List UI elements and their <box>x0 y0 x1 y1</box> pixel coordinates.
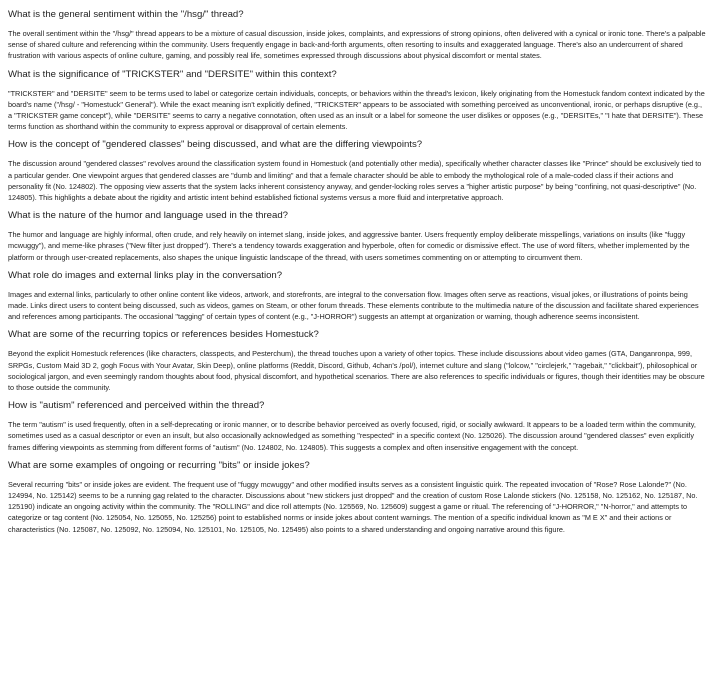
faq-section-humor-language <box>8 209 706 263</box>
question-heading: What role do images and external links play in the conversation? <box>8 269 283 281</box>
faq-section-autism-references <box>8 399 706 453</box>
question-heading: How is "autism" referenced and perceived within the thread? <box>8 400 265 412</box>
answer-paragraph: "TRICKSTER" and "DERSITE" seem to be terms used to label or categorize certain individuals, concepts, or behaviors within the thread's lexicon, likely originating from the Homestuck fandom context indicated by the board's name ("/hsg/ - "Homestuck" General"). While the exact meaning isn't explicitly defined, "TRICKSTER" appears to be associated with something perceived as unconventional, ironic, or perhaps disruptive (e.g., a "TRICKSTER game concept"), while "DERSITE" seems to carry a negative connotation, often used as an insult or a label for someone the user dislikes or opposes (e.g., "DERSITEs," "I hate that DERSITE"). These terms function as shorthand within the community to express approval or disapproval of certain elements. <box>8 88 705 132</box>
question-heading: What is the significance of "TRICKSTER" and "DERSITE" within this context? <box>8 68 337 80</box>
question-heading: What are some of the recurring topics or references besides Homestuck? <box>8 329 319 341</box>
faq-section-images-links <box>8 269 706 323</box>
question-heading: How is the concept of "gendered classes" being discussed, and what are the differing viewpoints? <box>8 139 423 151</box>
answer-paragraph: The term "autism" is used frequently, often in a self-deprecating or ironic manner, or to describe behavior perceived as overly focused, rigid, or socially awkward. It appears to be a loaded term within the community, sometimes used as a casual descriptor or even an insult, but also occasionally acknowledged as something "respected" in a specific context (No. 125026). The discussion around "gendered classes" even explicitly frames differing viewpoints as stemming from different forms of "autism" (No. 124802, No. 124805). This suggests a complex and often insensitive engagement with the concept. <box>8 420 696 452</box>
question-heading: What are some examples of ongoing or recurring "bits" or inside jokes? <box>8 459 310 471</box>
answer-paragraph: Several recurring "bits" or inside jokes are evident. The frequent use of "fuggy mcwuggy" and other modified insults serves as a consistent linguistic quirk. The repeated invocation of "Rose? Rose Lalonde?" (No. 124994, No. 125142) seems to be a running gag related to the character. Discussions about "new stickers just dropped" and the creation of custom Rose Lalonde stickers (No. 125158, No. 125162, No. 125187, No. 125190) indicate an ongoing activity within the community. The "ROLLING" and dice roll attempts (No. 125569, No. 125609) suggest a game or ritual. The referencing of "J-HORROR," "N-horror," and attempts to categorize or tag content (No. 125054, No. 125055, No. 125256) point to established norms or inside jokes about content warnings. The mention of a specific individual known as "M E X" and their actions or characteristics (No. 125087, No. 125092, No. 125094, No. 125101, No. 125105, No. 125495) also points to a shared understanding and ongoing narrative around this figure. <box>8 479 698 534</box>
answer-paragraph: The overall sentiment within the "/hsg/" thread appears to be a mixture of casual discussion, inside jokes, complaints, and expressions of strong opinions, often delivered with a cynical or ironic tone. There's a palpable sense of shared culture and referencing within the community. Users frequently engage in back-and-forth arguments, often resorting to insults and exaggerated language. There's also an undercurrent of shared frustration with various aspects of online culture, gaming, and possibly real life, sometimes expressed through discussions about physical discomfort or mental states. <box>8 29 706 61</box>
question-heading: What is the general sentiment within the "/hsg/" thread? <box>8 9 244 20</box>
faq-section-recurring-topics <box>8 328 706 393</box>
answer-paragraph: Beyond the explicit Homestuck references (like characters, classpects, and Pesterchum), the thread touches upon a variety of other topics. These include discussions about video games (GTA, Danganronpa, 999, SRPGs, Custom Maid 3D 2, gogh Focus with Your Avatar, Skin Deep), online platforms (Reddit, Discord, Github, 4chan's /pol/), internet culture and slang ("lolcow," "circlejerk," "ragebait," "clickbait"), philosophical or sociological jargon, and even seemingly random thoughts about food, physical discomfort, and hypothetical scenarios. There are also references to specific individuals or figures, though their identities may be obscure to those outside the community. <box>8 349 705 393</box>
faq-section-general-sentiment <box>8 8 706 62</box>
faq-section-gendered-classes <box>8 138 706 203</box>
question-heading: What is the nature of the humor and language used in the thread? <box>8 210 289 222</box>
answer-paragraph: Images and external links, particularly to other online content like videos, artwork, and storefronts, are integral to the conversation flow. Images often serve as reactions, visual jokes, or illustrations of points being made. Links direct users to content being discussed, such as videos, games on Steam, or other forum threads. These elements contribute to the multimedia nature of the discussion and facilitate shared experiences and references among participants. The occasional "tagging" of certain types of content (e.g., "J-HORROR") suggests an attempt at organization or warning, though adherence seems inconsistent. <box>8 289 699 322</box>
answer-paragraph: The discussion around "gendered classes" revolves around the classification system found in Homestuck (and potentially other media), specifically whether character classes like "Prince" should be exclusively tied to a particular gender. One viewpoint argues that gendered classes are "dumb and limiting" and that a female character should be able to embody the mythological role of a male-coded class if their actions and personality fit (No. 124802). The opposing view asserts that the system lacks inherent consistency anyway, and gender-locking roles serves a "higher artistic purpose" by being "confining, not quasi-descriptive" (No. 124805). This highlights a debate about the rigidity and artistic intent behind established fictional systems versus a more fluid and interpretative approach. <box>8 159 702 203</box>
answer-paragraph: The humor and language are highly informal, often crude, and rely heavily on internet slang, inside jokes, and aggressive banter. Users frequently employ deliberate misspellings, variations on insults (like "fuggy mcwuggy"), and meme-like phrases ("New filter just dropped"). There's a tendency towards exaggeration and hyperbole, often for comedic or dismissive effect. The use of word filters, whether implemented by the platform or through user-created replacements, also shapes the unique linguistic landscape of the thread, with users sometimes commenting on or attempting to circumvent them. <box>8 230 690 262</box>
faq-section-trickster-dersite <box>8 68 706 133</box>
faq-section-inside-jokes <box>8 459 706 535</box>
